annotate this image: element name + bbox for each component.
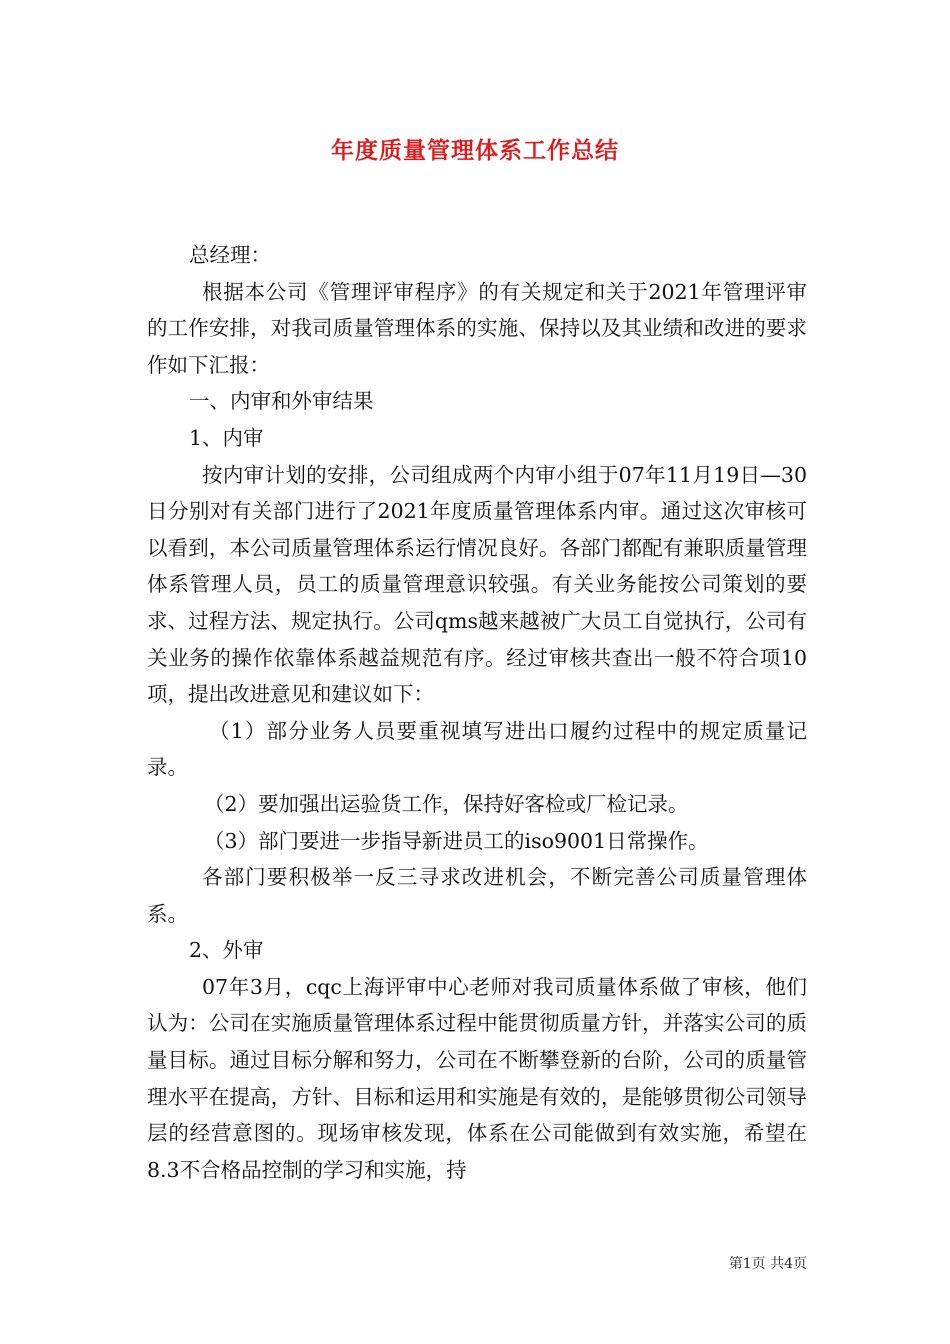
document-body: [147, 237, 807, 1188]
salutation: 总经理：: [189, 243, 271, 267]
list-item-2: （2）要加强出运验货工作，保持好客检或厂检记录。: [204, 791, 689, 816]
paragraph-improvement: 各部门要积极举一反三寻求改进机会，不断完善公司质量管理体系。: [147, 865, 807, 926]
page-number-footer: 第1页 共4页: [728, 1256, 807, 1272]
paragraph-internal-audit: 按内审计划的安排，公司组成两个内审小组于07年11月19日—30日分别对有关部门进行了2021年度质量管理体系内审。通过这次审核可以看到，本公司质量管理体系运行情况良好。各部门都配有兼职质量管理体系管理人员，员工的质量管理意识较强。有关业务能按公司策划的要求、过程方法、规定执行。公司qms越来越被广大员工自觉执行，公司有关业务的操作依靠体系越益规范有序。经过审核共查出一般不符合项10项，提出改进意见和建议如下：: [147, 462, 807, 707]
paragraph-intro: 根据本公司《管理评审程序》的有关规定和关于2021年管理评审的工作安排，对我司质量管理体系的实施、保持以及其业绩和改进的要求作如下汇报：: [147, 279, 807, 377]
subsection-heading-external-audit: 2、外审: [189, 938, 264, 963]
list-item-3: （3）部门要进一步指导新进员工的iso9001日常操作。: [204, 828, 709, 853]
subsection-heading-internal-audit: 1、内审: [189, 425, 264, 450]
document-title: 年度质量管理体系工作总结: [331, 138, 619, 164]
paragraph-external-audit: 07年3月，cqc上海评审中心老师对我司质量体系做了审核，他们认为：公司在实施质量管理体系过程中能贯彻质量方针，并落实公司的质量目标。通过目标分解和努力，公司在不断攀登新的台阶，公司的质量管理水平在提高，方针、目标和运用和实施是有效的，是能够贯彻公司领导层的经营意图的。现场审核发现，体系在公司能做到有效实施，希望在8.3不合格品控制的学习和实施，持: [147, 974, 807, 1182]
list-item-1: （1）部分业务人员要重视填写进出口履约过程中的规定质量记录。: [147, 718, 807, 780]
section-heading-audit-results: 一、内审和外审结果: [189, 389, 374, 414]
